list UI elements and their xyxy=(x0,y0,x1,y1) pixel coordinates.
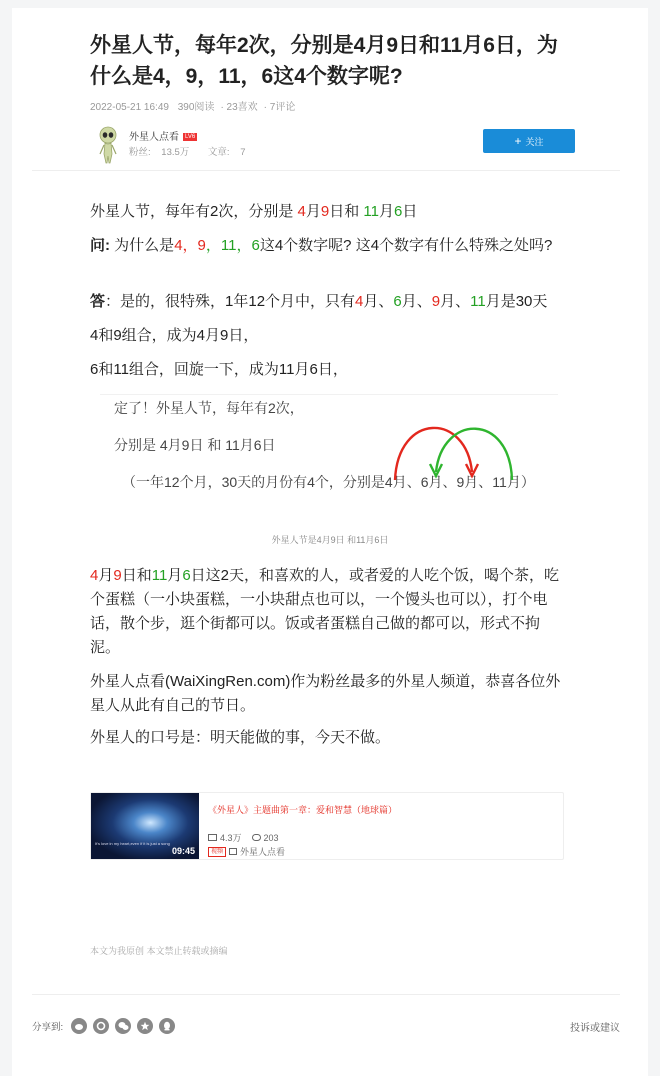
level-badge: LV6 xyxy=(185,134,196,140)
channel-icon xyxy=(229,848,237,855)
author-stats xyxy=(129,144,262,158)
posts-count: 7 xyxy=(240,147,246,158)
share-bar xyxy=(32,1016,181,1036)
video-title[interactable]: 《外星人》主题曲第一章：爱和智慧（地球篇） xyxy=(208,805,398,815)
video-duration: 09:45 xyxy=(171,846,195,856)
video-stats xyxy=(208,831,279,844)
video-source-name: 外星人点看 xyxy=(240,847,286,857)
figure-line-2: 分别是 4月9日 和 11月6日 xyxy=(114,437,276,453)
play-icon xyxy=(208,834,217,841)
article-image xyxy=(98,392,558,502)
moments-icon[interactable] xyxy=(93,1018,109,1034)
video-thumbnail[interactable] xyxy=(91,793,199,859)
publish-date: 2022-05-21 16:49 xyxy=(90,102,169,113)
posts-label: 文章: xyxy=(207,147,230,158)
video-comments: 203 xyxy=(263,832,279,843)
video-card[interactable] xyxy=(90,792,564,860)
thumbnail-subtitle: It's love in my heart,even if it is just a song xyxy=(95,841,170,846)
qq-icon[interactable] xyxy=(159,1018,175,1034)
paragraph-6: 4月9日和11月6日这2天，和喜欢的人，或者爱的人吃个饭，喝个茶，吃个蛋糕（一小块蛋糕，一小块甜点也可以，一个馒头也可以），打个电话，散个步，逛个街都可以。饭或者蛋糕自己做的都可以，形式不拘泥。 xyxy=(90,567,560,656)
paragraph-4: 4和9组合，成为4月9日， xyxy=(90,327,259,344)
paragraph-question: 问: 为什么是4，9，11，6这4个数字呢? 这4个数字有什么特殊之处吗? xyxy=(90,237,553,254)
paragraph-7: 外星人点看(WaiXingRen.com)作为粉丝最多的外星人频道，恭喜各位外星人从此有自己的节日。 xyxy=(90,673,561,714)
footer-divider xyxy=(32,994,620,995)
paragraph-8: 外星人的口号是：明天能做的事，今天不做。 xyxy=(90,729,391,746)
article-meta: 2022-05-21 16:49 390阅读 · 23喜欢 · 7评论 xyxy=(90,102,296,113)
video-source xyxy=(208,845,285,858)
follow-label: 关注 xyxy=(525,136,544,147)
article-title: 外星人节，每年2次，分别是4月9日和11月6日，为什么是4，9，11，6这4个数字呢? xyxy=(90,34,558,88)
weibo-icon[interactable] xyxy=(71,1018,87,1034)
share-label: 分享到: xyxy=(32,1022,64,1033)
image-caption: 外星人节是4月9日 和11月6日 xyxy=(271,535,389,545)
copyright-notice: 本文为我原创 本文禁止转载或摘编 xyxy=(90,946,228,956)
avatar[interactable] xyxy=(96,126,120,164)
comment-count: 7评论 xyxy=(269,102,296,113)
divider xyxy=(32,170,620,171)
follow-button[interactable] xyxy=(483,129,575,153)
fans-count: 13.5万 xyxy=(161,147,190,158)
figure-line-3: （一年12个月，30天的月份有4个，分别是4月、6月、9月、11月） xyxy=(122,474,535,490)
like-count: 23喜欢 xyxy=(226,102,258,113)
author-bar xyxy=(96,126,564,166)
plus-icon: + xyxy=(514,134,522,148)
favorite-icon[interactable] xyxy=(137,1018,153,1034)
article-page xyxy=(12,8,648,1076)
fans-label: 粉丝: xyxy=(129,147,151,158)
video-tag: 视频 xyxy=(208,847,226,857)
video-plays: 4.3万 xyxy=(220,833,242,843)
paragraph-5: 6和11组合，回旋一下，成为11月6日， xyxy=(90,361,348,378)
swap-arrows xyxy=(98,392,558,502)
wechat-icon[interactable] xyxy=(115,1018,131,1034)
paragraph-answer: 答：是的，很特殊，1年12个月中，只有4月、6月、9月、11月是30天 xyxy=(90,293,548,310)
author-name[interactable]: 外星人点看 LV6 xyxy=(129,132,196,143)
figure-line-1: 定了！外星人节，每年有2次， xyxy=(114,400,304,416)
report-link[interactable]: 投诉或建议 xyxy=(570,1023,620,1034)
read-count: 390阅读 xyxy=(177,102,215,113)
paragraph-1: 外星人节，每年有2次，分别是 4月9日和 11月6日 xyxy=(90,203,418,220)
comment-icon xyxy=(252,834,261,841)
